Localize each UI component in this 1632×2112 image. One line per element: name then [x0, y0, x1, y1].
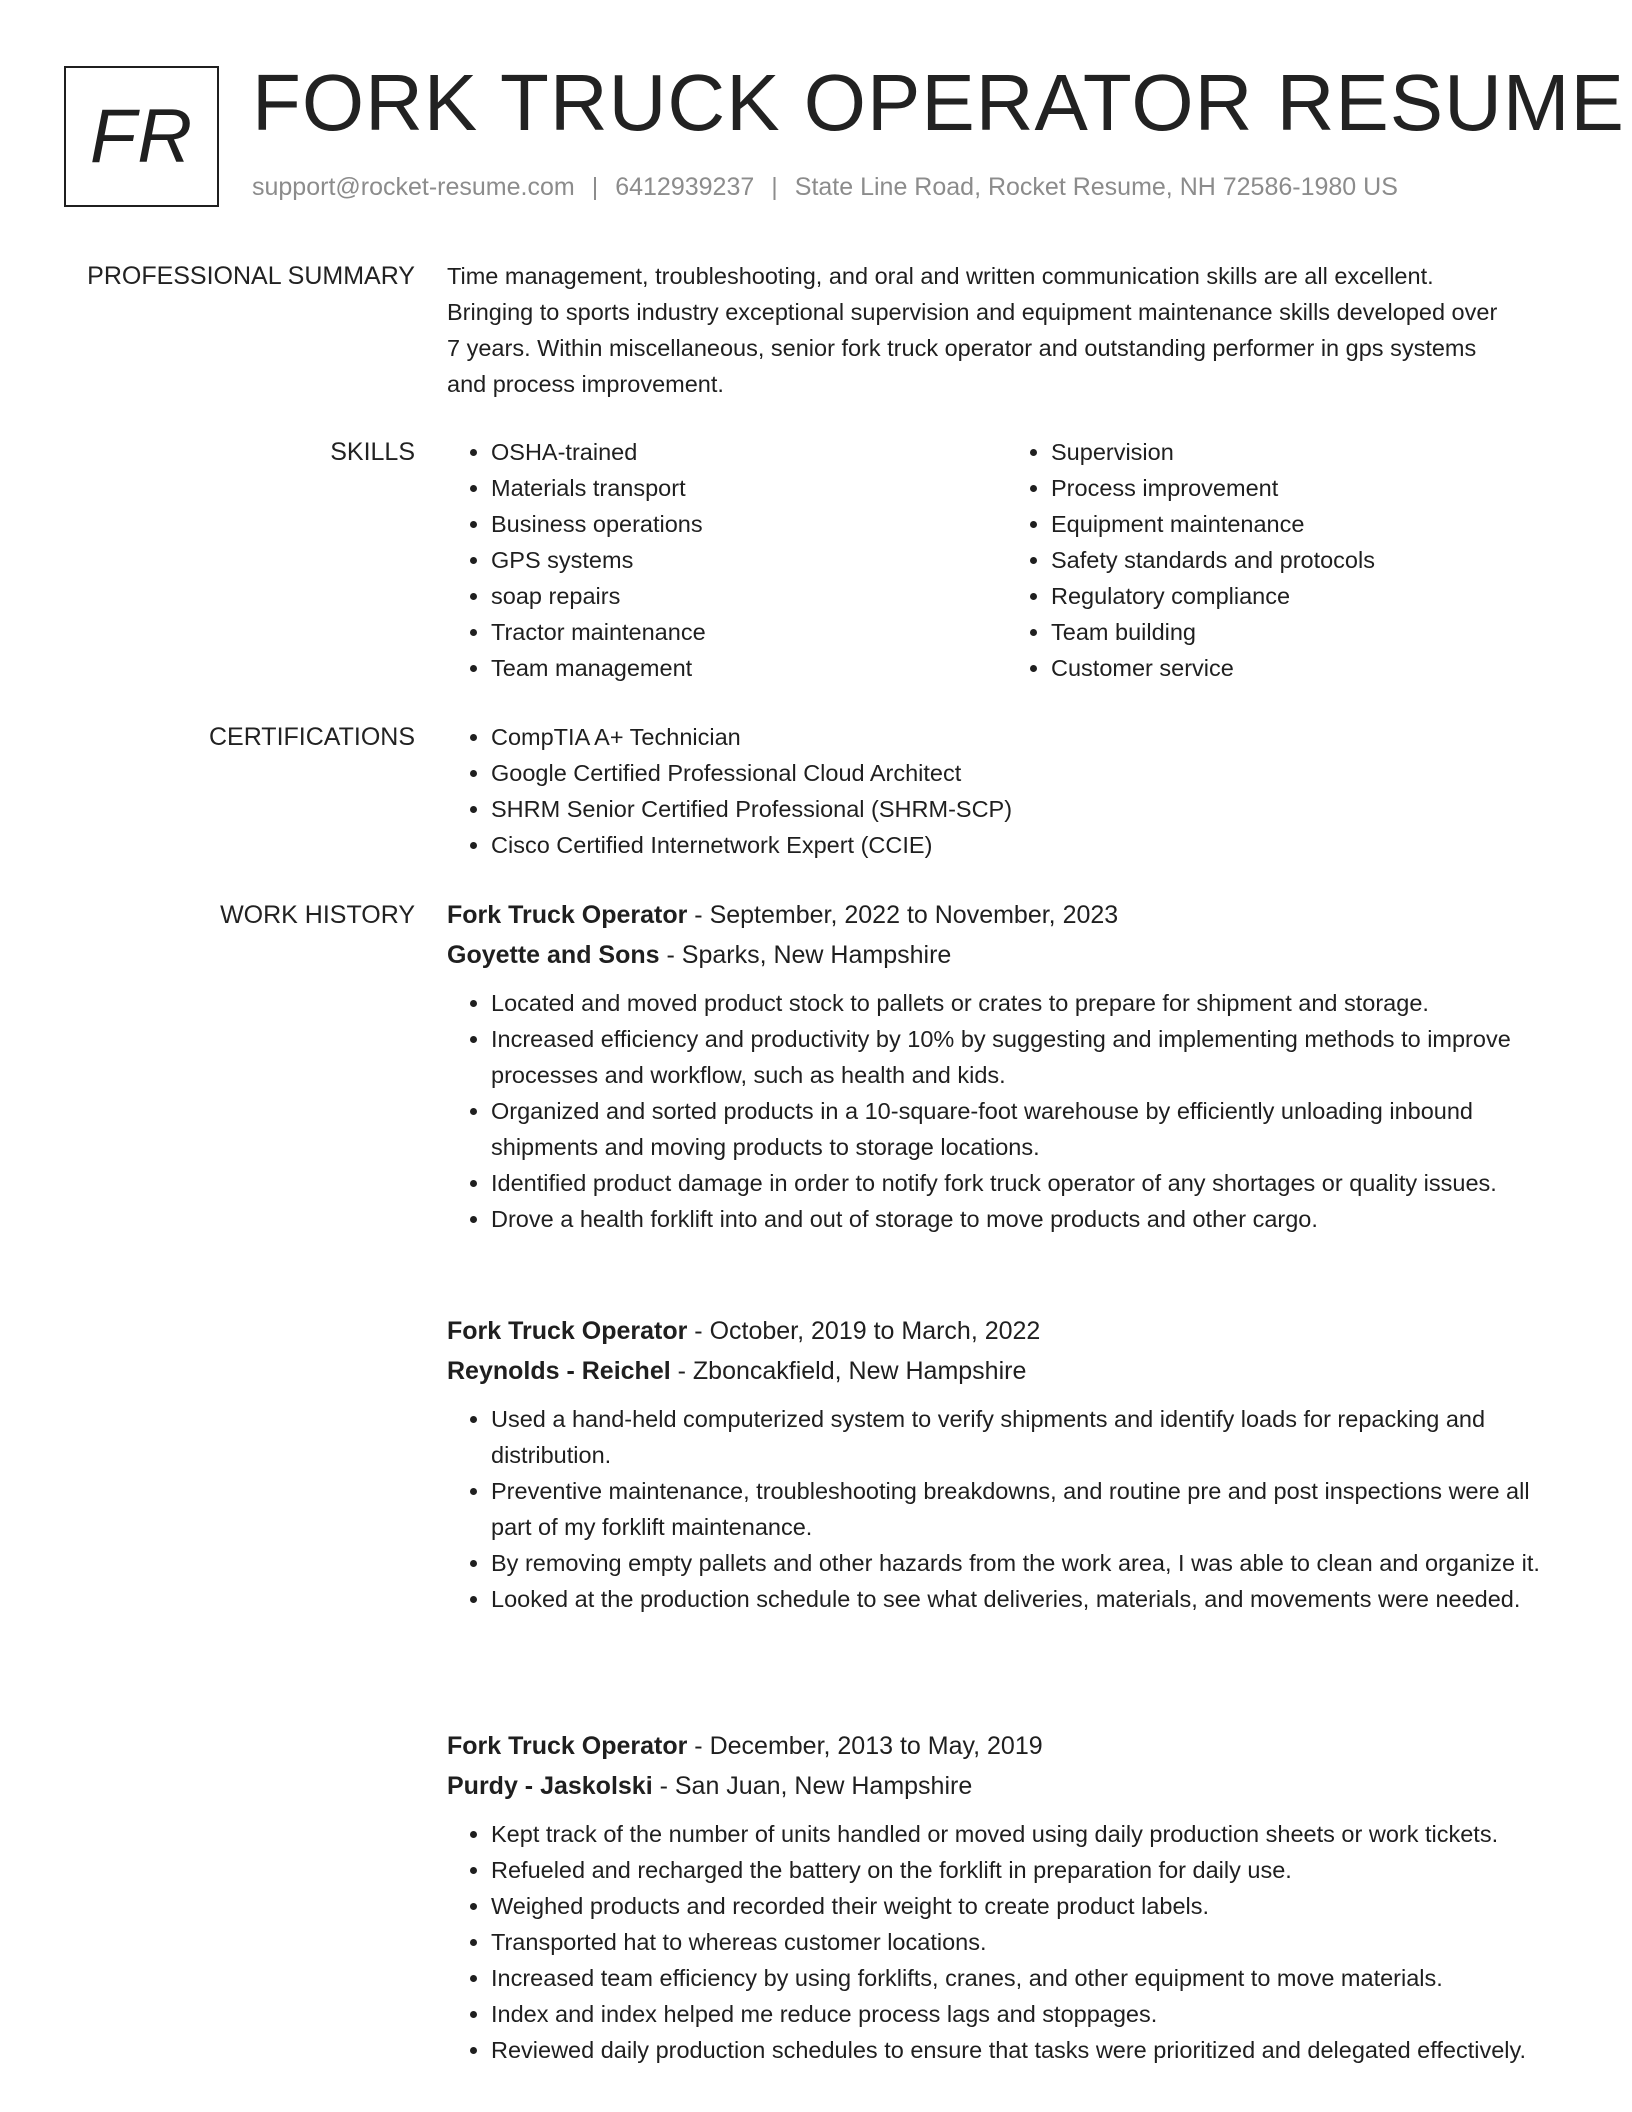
contact-line	[252, 173, 1398, 202]
certification-item: • CompTIA A+ Technician	[491, 719, 1567, 755]
skill-item: • Supervision	[1051, 434, 1567, 470]
skills-list-left	[447, 434, 1007, 686]
skill-item: • Equipment maintenance	[1051, 506, 1567, 542]
job-bullet: • Increased efficiency and productivity by 10% by suggesting and implementing methods to improve processes and workflow, such as health and kids.	[491, 1021, 1567, 1093]
job-bullet: • Drove a health forklift into and out of storage to move products and other cargo.	[491, 1201, 1567, 1237]
job-location: - San Juan, New Hampshire	[652, 1772, 973, 1800]
job-bullet: • Transported hat to whereas customer locations.	[491, 1924, 1567, 1960]
skill-item: • Process improvement	[1051, 470, 1567, 506]
skill-item: • soap repairs	[491, 578, 1007, 614]
job-bullet: • Kept track of the number of units handled or moved using daily production sheets or work tickets.	[491, 1816, 1567, 1852]
skill-item: • Business operations	[491, 506, 1007, 542]
job-title: Fork Truck Operator	[447, 1317, 688, 1345]
contact-address: State Line Road, Rocket Resume, NH 72586-1980 US	[794, 173, 1398, 201]
job-company-line	[447, 935, 1567, 975]
skill-item: • Tractor maintenance	[491, 614, 1007, 650]
job-title: Fork Truck Operator	[447, 1732, 688, 1760]
summary-line: Time management, troubleshooting, and oral and written communication skills are all excellent.	[447, 263, 1434, 289]
certification-item: • Google Certified Professional Cloud Architect	[491, 755, 1567, 791]
job-company: Goyette and Sons	[447, 941, 660, 969]
job-bullet-list	[447, 985, 1567, 1237]
skills-body	[447, 434, 1567, 686]
job-bullet: • Located and moved product stock to pallets or crates to prepare for shipment and storage.	[491, 985, 1567, 1021]
skill-item: • Team management	[491, 650, 1007, 686]
job-location: - Sparks, New Hampshire	[659, 941, 952, 969]
job-bullet: • Looked at the production schedule to see what deliveries, materials, and movements were needed.	[491, 1581, 1567, 1617]
job-dates: - October, 2019 to March, 2022	[687, 1317, 1041, 1345]
certification-item: • Cisco Certified Internetwork Expert (CCIE)	[491, 827, 1567, 863]
section-label-certifications: CERTIFICATIONS	[208, 723, 415, 751]
skill-item: • GPS systems	[491, 542, 1007, 578]
job-location: - Zboncakfield, New Hampshire	[670, 1357, 1027, 1385]
skills-columns	[447, 434, 1567, 686]
job-entry	[447, 1726, 1567, 2068]
job-bullet: • Reviewed daily production schedules to ensure that tasks were prioritized and delegated effectively.	[491, 2032, 1567, 2068]
job-bullet: • Preventive maintenance, troubleshooting breakdowns, and routine pre and post inspections were all part of my forklift maintenance.	[491, 1473, 1567, 1545]
job-bullet: • Used a hand-held computerized system to verify shipments and identify loads for repacking and distribution.	[491, 1401, 1567, 1473]
job-company-line	[447, 1351, 1567, 1391]
job-bullet: • Index and index helped me reduce process lags and stoppages.	[491, 1996, 1567, 2032]
contact-email: support@rocket-resume.com	[252, 173, 575, 201]
certifications-list	[447, 719, 1567, 863]
job-dates: - December, 2013 to May, 2019	[687, 1732, 1043, 1760]
monogram-logo	[64, 66, 219, 207]
job-company: Reynolds - Reichel	[447, 1357, 671, 1385]
skill-item: • OSHA-trained	[491, 434, 1007, 470]
skill-item: • Safety standards and protocols	[1051, 542, 1567, 578]
certifications-body	[447, 719, 1567, 863]
job-title-line	[447, 1726, 1567, 1766]
contact-separator: |	[591, 173, 599, 201]
job-bullet: • Weighed products and recorded their weight to create product labels.	[491, 1888, 1567, 1924]
skill-item: • Team building	[1051, 614, 1567, 650]
summary-text	[447, 258, 1567, 402]
summary-line: and process improvement.	[447, 371, 724, 397]
skill-item: • Regulatory compliance	[1051, 578, 1567, 614]
skill-item: • Customer service	[1051, 650, 1567, 686]
section-label-summary: PROFESSIONAL SUMMARY	[87, 262, 415, 290]
resume-title: FORK TRUCK OPERATOR RESUME	[252, 58, 1625, 147]
contact-phone: 6412939237	[615, 173, 755, 201]
contact-separator: |	[771, 173, 778, 201]
job-entry	[447, 895, 1567, 1237]
job-dates: - September, 2022 to November, 2023	[687, 901, 1119, 929]
job-entry	[447, 1311, 1567, 1617]
section-label-work-history: WORK HISTORY	[220, 901, 415, 929]
job-bullet-list	[447, 1401, 1567, 1617]
monogram-initials: FR	[89, 94, 194, 179]
job-bullet-list	[447, 1816, 1567, 2068]
job-title-line	[447, 1311, 1567, 1351]
job-company-line	[447, 1766, 1567, 1806]
job-bullet: • Refueled and recharged the battery on the forklift in preparation for daily use.	[491, 1852, 1567, 1888]
skill-item: • Materials transport	[491, 470, 1007, 506]
summary-line: Bringing to sports industry exceptional supervision and equipment maintenance skills developed over	[447, 299, 1498, 325]
certification-item: • SHRM Senior Certified Professional (SHRM-SCP)	[491, 791, 1567, 827]
summary-line: 7 years. Within miscellaneous, senior fork truck operator and outstanding performer in gps systems	[447, 335, 1477, 361]
job-bullet: • Organized and sorted products in a 10-square-foot warehouse by efficiently unloading inbound shipments and moving products to storage locations.	[491, 1093, 1567, 1165]
job-bullet: • By removing empty pallets and other hazards from the work area, I was able to clean and organize it.	[491, 1545, 1567, 1581]
job-title: Fork Truck Operator	[447, 901, 688, 929]
skills-list-right	[1007, 434, 1567, 686]
job-title-line	[447, 895, 1567, 935]
job-bullet: • Increased team efficiency by using forklifts, cranes, and other equipment to move materials.	[491, 1960, 1567, 1996]
job-company: Purdy - Jaskolski	[447, 1772, 653, 1800]
job-bullet: • Identified product damage in order to notify fork truck operator of any shortages or quality issues.	[491, 1165, 1567, 1201]
section-label-skills: SKILLS	[330, 438, 415, 466]
